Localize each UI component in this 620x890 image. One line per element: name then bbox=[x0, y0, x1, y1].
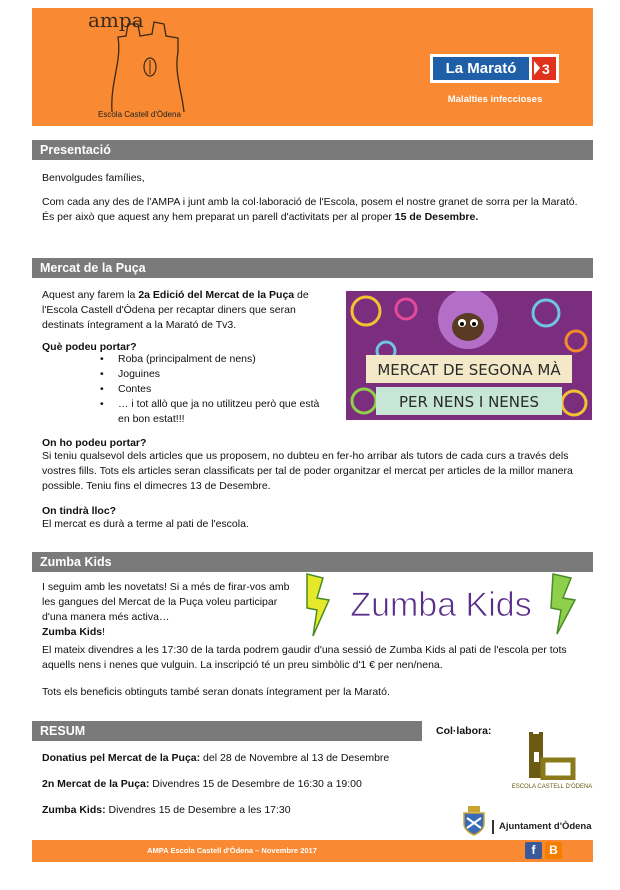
mercat-how-heading: On ho podeu portar? bbox=[42, 437, 147, 449]
resum-line: Zumba Kids: Divendres 15 de Desembre a les 17:30 bbox=[42, 804, 291, 816]
zumba-body-1: El mateix divendres a les 17:30 de la tarda podrem gaudir d'una sessió de Zumba Kids al pati de l'escola per tots aquells nens i nenes que vulguin. La inscripció té un preu simbòlic d'1 € per nen/nena. bbox=[42, 644, 567, 671]
ajuntament-label: Ajuntament d'Òdena bbox=[499, 821, 592, 832]
tv3-icon bbox=[532, 57, 556, 80]
zumba-intro: I seguim amb les novetats! Si a més de firar-vos amb les gangues del Mercat de la Puça voleu participar d'una manera més activa… Zumba Kids! bbox=[42, 581, 290, 638]
tv3-number: 3 bbox=[542, 61, 550, 77]
school-caption: ESCOLA CASTELL D'ÒDENA bbox=[511, 784, 593, 790]
presentacio-body: Com cada any des de l'AMPA i junt amb la col·laboració de l'Escola, posem el nostre granet de sorra per la Marató. És per això que aquest any hem preparat un parell d'activitats per al proper 15 de Desembre. bbox=[42, 196, 578, 223]
castle-icon bbox=[527, 732, 577, 780]
flea-market-image bbox=[346, 291, 592, 420]
presentacio-date: 15 de Desembre. bbox=[394, 211, 479, 223]
flea-market-illustration bbox=[346, 291, 592, 420]
mercat-items-list bbox=[100, 352, 325, 427]
odena-coat-of-arms bbox=[462, 806, 486, 836]
la-marato-name: La Marató bbox=[433, 57, 529, 80]
footer-bar bbox=[32, 840, 593, 862]
divider bbox=[492, 820, 494, 834]
la-marato-logo bbox=[430, 54, 559, 83]
zumba-kids-illustration bbox=[305, 570, 577, 640]
facebook-icon[interactable]: f bbox=[525, 842, 542, 859]
list-item: • Joguines bbox=[100, 367, 325, 382]
section-header-mercat: Mercat de la Puça bbox=[32, 258, 593, 278]
list-item: • Contes bbox=[100, 382, 325, 397]
coat-of-arms-icon bbox=[462, 806, 486, 836]
mercat-where-body: El mercat es durà a terme al pati de l'escola. bbox=[42, 518, 249, 530]
flea-image-line2: PER NENS I NENES bbox=[398, 393, 540, 411]
collabora-label: Col·labora: bbox=[436, 725, 492, 737]
section-header-presentacio: Presentació bbox=[32, 140, 593, 160]
presentacio-greeting: Benvolgudes famílies, bbox=[42, 172, 145, 184]
tv3-logo bbox=[532, 57, 556, 80]
zumba-logo-text: Zumba Kids bbox=[350, 586, 532, 624]
list-item: • … i tot allò que ja no utilitzeu però que està en bon estat!!! bbox=[100, 397, 325, 427]
marato-subtitle: Malalties infeccioses bbox=[447, 94, 543, 105]
section-header-zumba: Zumba Kids bbox=[32, 552, 593, 572]
ampa-logo-caption: Escola Castell d'Òdena bbox=[98, 110, 181, 119]
footer-text: AMPA Escola Castell d'Òdena – Novembre 2017 bbox=[147, 846, 317, 855]
header-banner bbox=[32, 8, 593, 126]
mercat-what-heading: Què podeu portar? bbox=[42, 341, 137, 353]
school-castle-logo bbox=[527, 732, 577, 780]
zumba-kids-logo bbox=[305, 570, 577, 640]
mercat-how-body: Si teniu qualsevol dels articles que us proposem, no dubteu en fer-ho arribar als tutors de cada curs a través dels vostres fills. Tots els articles seran classificats per tal de poder organitzar el mercat per articles de la millor manera possible. Teniu fins el dimecres 13 de Desembre. bbox=[42, 450, 573, 492]
section-header-resum: RESUM bbox=[32, 721, 422, 741]
mercat-where-heading: On tindrà lloc? bbox=[42, 505, 117, 517]
flea-image-line1: MERCAT DE SEGONA MÀ bbox=[377, 361, 561, 379]
resum-line: 2n Mercat de la Puça: Divendres 15 de Desembre de 16:30 a 19:00 bbox=[42, 778, 362, 790]
ampa-logo-word: ampa bbox=[88, 8, 144, 32]
blogger-icon[interactable]: B bbox=[545, 842, 562, 859]
mercat-intro: Aquest any farem la 2a Edició del Mercat de la Puça de l'Escola Castell d'Òdena per recaptar diners que seran destinats íntegrament a la Marató de Tv3. bbox=[42, 289, 309, 331]
zumba-body-2: Tots els beneficis obtinguts també seran donats íntegrament per la Marató. bbox=[42, 686, 390, 698]
list-item: • Roba (principalment de nens) bbox=[100, 352, 325, 367]
resum-line: Donatius pel Mercat de la Puça: del 28 de Novembre al 13 de Desembre bbox=[42, 752, 390, 764]
